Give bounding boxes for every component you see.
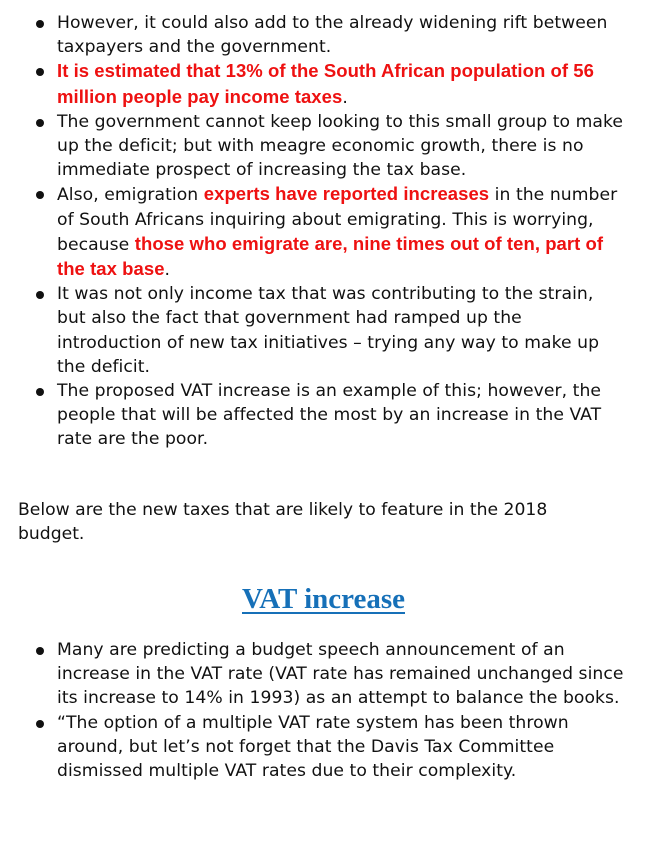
bullet-item <box>0 711 647 784</box>
bullet-item <box>0 11 647 59</box>
bullet-text: Many are predicting a budget speech announcement of an increase in the VAT rate (VAT rate has remained unchanged since its increase to 14% in 1993) as an attempt to balance the books. <box>57 640 624 709</box>
section-heading-text: VAT increase <box>242 583 405 615</box>
bullet-dot-icon <box>36 388 44 396</box>
intro-paragraph: Below are the new taxes that are likely to feature in the 2018 budget. <box>18 500 548 545</box>
bullet-text: “The option of a multiple VAT rate system has been thrown around, but let’s not forget that the Davis Tax Committee dismissed multiple VAT rates due to their complexity. <box>57 712 569 782</box>
bullet-text: Also, emigration <box>57 185 204 206</box>
bullet-dot-icon <box>36 68 44 76</box>
bullet-item <box>0 59 647 109</box>
bullet-dot-icon <box>36 647 44 655</box>
bullet-text: . <box>164 260 171 281</box>
bullet-item <box>0 379 647 452</box>
highlighted-text: experts have reported increases <box>203 183 490 205</box>
bullet-dot-icon <box>36 20 44 28</box>
bullet-list-bottom <box>0 638 647 783</box>
bullet-dot-icon <box>36 720 44 728</box>
bullet-dot-icon <box>36 191 44 199</box>
bullet-text: It was not only income tax that was contributing to the strain, but also the fact that government had ramped up the introduction of new tax initiatives – trying any way to make up the deficit. <box>57 284 600 377</box>
highlighted-text: those who emigrate are, nine times out of ten, part of the tax base <box>57 232 604 280</box>
bullet-item <box>0 282 647 379</box>
bullet-text: The government cannot keep looking to this small group to make up the deficit; but with meagre economic growth, there is no immediate prospect of increasing the tax base. <box>57 111 623 181</box>
bullet-text: in the number of South Africans inquiring about emigrating. This is worrying, because <box>57 185 618 255</box>
bullet-text: . <box>342 87 348 108</box>
bullet-list-top <box>0 11 647 452</box>
bullet-dot-icon <box>36 119 44 127</box>
highlighted-text: It is estimated that 13% of the South African population of 56 million people pay income taxes <box>57 60 594 107</box>
bullet-text: The proposed VAT increase is an example of this; however, the people that will be affected the most by an increase in the VAT rate are the poor. <box>57 381 602 450</box>
bullet-dot-icon <box>36 291 44 299</box>
bullet-item <box>0 110 647 183</box>
bullet-text: However, it could also add to the already widening rift between taxpayers and the government. <box>57 13 608 58</box>
section-heading <box>0 583 647 616</box>
bullet-item <box>0 638 647 711</box>
bullet-item <box>0 182 647 282</box>
